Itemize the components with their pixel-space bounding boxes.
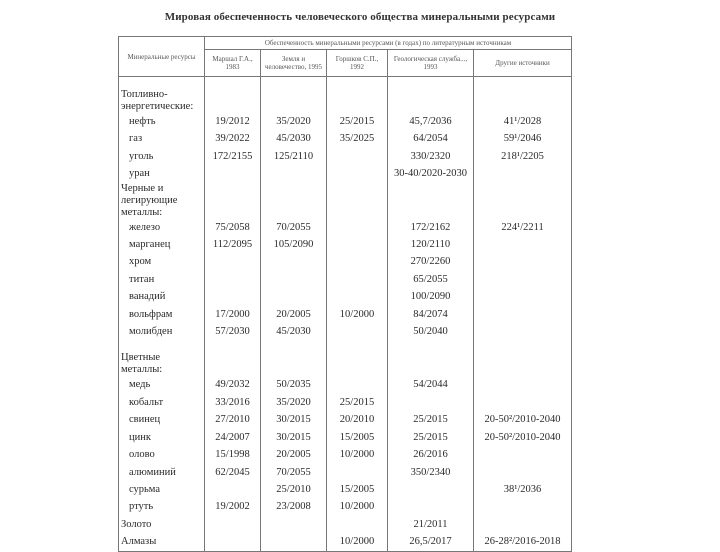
table-row bbox=[119, 253, 572, 270]
table-group-row bbox=[119, 183, 572, 219]
table-cell: 19/2012 bbox=[205, 113, 261, 130]
table-row bbox=[119, 323, 572, 340]
resource-name: ванадий bbox=[119, 288, 205, 305]
table-cell bbox=[474, 306, 572, 323]
empty-cell bbox=[205, 340, 261, 376]
table-cell bbox=[261, 253, 327, 270]
table-cell bbox=[327, 236, 388, 253]
table-cell bbox=[327, 323, 388, 340]
resource-name: алюминий bbox=[119, 464, 205, 481]
table-cell: 75/2058 bbox=[205, 219, 261, 236]
table-cell: 224¹/2211 bbox=[474, 219, 572, 236]
table-cell: 20/2005 bbox=[261, 306, 327, 323]
table-cell: 10/2000 bbox=[327, 533, 388, 551]
table-cell bbox=[474, 498, 572, 515]
empty-cell bbox=[205, 77, 261, 114]
table-cell: 172/2162 bbox=[388, 219, 474, 236]
header-source-2: Земля и человечество, 1995 bbox=[261, 50, 327, 77]
empty-cell bbox=[327, 183, 388, 219]
table-body bbox=[119, 77, 572, 552]
table-row bbox=[119, 481, 572, 498]
resource-name: уран bbox=[119, 165, 205, 182]
table-cell: 330/2320 bbox=[388, 148, 474, 165]
resource-name: сурьма bbox=[119, 481, 205, 498]
resource-name: Золото bbox=[119, 516, 205, 533]
header-source-5: Другие источники bbox=[474, 50, 572, 77]
table-cell: 10/2000 bbox=[327, 498, 388, 515]
table-cell bbox=[261, 533, 327, 551]
resource-table bbox=[118, 36, 572, 552]
table-row bbox=[119, 411, 572, 428]
table-cell: 41¹/2028 bbox=[474, 113, 572, 130]
table-cell bbox=[261, 165, 327, 182]
table-row bbox=[119, 113, 572, 130]
table-row bbox=[119, 236, 572, 253]
table-cell bbox=[388, 394, 474, 411]
table-cell bbox=[474, 376, 572, 393]
empty-cell bbox=[261, 340, 327, 376]
resource-name: газ bbox=[119, 130, 205, 147]
table-cell: 15/2005 bbox=[327, 481, 388, 498]
resource-name: Алмазы bbox=[119, 533, 205, 551]
empty-cell bbox=[388, 340, 474, 376]
table-cell bbox=[261, 288, 327, 305]
table-group-row bbox=[119, 340, 572, 376]
table-cell: 84/2074 bbox=[388, 306, 474, 323]
empty-cell bbox=[388, 183, 474, 219]
header-source-1: Маршал Г.А., 1983 bbox=[205, 50, 261, 77]
table-cell bbox=[205, 253, 261, 270]
header-source-3: Горшков С.П., 1992 bbox=[327, 50, 388, 77]
table-cell: 350/2340 bbox=[388, 464, 474, 481]
table-cell: 21/2011 bbox=[388, 516, 474, 533]
table-cell: 26/2016 bbox=[388, 446, 474, 463]
table-cell: 57/2030 bbox=[205, 323, 261, 340]
table-cell bbox=[205, 533, 261, 551]
group-label: Черные и легирующие металлы: bbox=[119, 183, 205, 219]
table-cell: 100/2090 bbox=[388, 288, 474, 305]
table-cell: 27/2010 bbox=[205, 411, 261, 428]
table-cell bbox=[327, 271, 388, 288]
table-cell bbox=[474, 271, 572, 288]
table-row bbox=[119, 394, 572, 411]
table-cell: 30/2015 bbox=[261, 411, 327, 428]
table-cell: 25/2015 bbox=[388, 411, 474, 428]
table-cell: 26-28²/2016-2018 bbox=[474, 533, 572, 551]
empty-cell bbox=[388, 77, 474, 114]
table-cell: 218¹/2205 bbox=[474, 148, 572, 165]
table-cell: 45,7/2036 bbox=[388, 113, 474, 130]
header-source-4: Геологическая служба..., 1993 bbox=[388, 50, 474, 77]
resource-name: медь bbox=[119, 376, 205, 393]
table-row bbox=[119, 429, 572, 446]
table-cell: 23/2008 bbox=[261, 498, 327, 515]
table-cell bbox=[327, 219, 388, 236]
table-cell: 35/2020 bbox=[261, 394, 327, 411]
resource-name: вольфрам bbox=[119, 306, 205, 323]
table-row bbox=[119, 306, 572, 323]
resource-name: титан bbox=[119, 271, 205, 288]
table-cell: 112/2095 bbox=[205, 236, 261, 253]
table-cell: 125/2110 bbox=[261, 148, 327, 165]
table-cell bbox=[474, 288, 572, 305]
table-cell bbox=[474, 236, 572, 253]
table-cell bbox=[327, 464, 388, 481]
table-cell bbox=[205, 165, 261, 182]
group-label: Цветные металлы: bbox=[119, 340, 205, 376]
table-cell: 50/2040 bbox=[388, 323, 474, 340]
resource-name: свинец bbox=[119, 411, 205, 428]
table-cell: 45/2030 bbox=[261, 130, 327, 147]
table-cell bbox=[327, 253, 388, 270]
table-cell bbox=[261, 516, 327, 533]
table-cell bbox=[205, 516, 261, 533]
table-cell: 172/2155 bbox=[205, 148, 261, 165]
group-label: Топливно-энергетические: bbox=[119, 77, 205, 114]
resource-name: ртуть bbox=[119, 498, 205, 515]
table-cell: 59¹/2046 bbox=[474, 130, 572, 147]
table-cell: 15/1998 bbox=[205, 446, 261, 463]
header-resources: Минеральные ресурсы bbox=[119, 37, 205, 77]
table-row bbox=[119, 516, 572, 533]
table-cell: 35/2025 bbox=[327, 130, 388, 147]
empty-cell bbox=[261, 183, 327, 219]
table-cell: 20-50²/2010-2040 bbox=[474, 411, 572, 428]
table-cell: 38¹/2036 bbox=[474, 481, 572, 498]
table-cell bbox=[388, 498, 474, 515]
resource-name: марганец bbox=[119, 236, 205, 253]
table-cell: 25/2010 bbox=[261, 481, 327, 498]
table-cell bbox=[474, 394, 572, 411]
table-row bbox=[119, 271, 572, 288]
table-cell bbox=[388, 481, 474, 498]
table-cell: 19/2002 bbox=[205, 498, 261, 515]
table-row bbox=[119, 219, 572, 236]
table-cell: 33/2016 bbox=[205, 394, 261, 411]
table-row bbox=[119, 533, 572, 551]
table-cell: 35/2020 bbox=[261, 113, 327, 130]
table-cell: 20/2005 bbox=[261, 446, 327, 463]
table-cell: 270/2260 bbox=[388, 253, 474, 270]
table-cell: 64/2054 bbox=[388, 130, 474, 147]
resource-name: уголь bbox=[119, 148, 205, 165]
table-cell: 20/2010 bbox=[327, 411, 388, 428]
table-cell: 17/2000 bbox=[205, 306, 261, 323]
table-cell: 30/2015 bbox=[261, 429, 327, 446]
table-row bbox=[119, 464, 572, 481]
table-cell: 105/2090 bbox=[261, 236, 327, 253]
table-cell: 24/2007 bbox=[205, 429, 261, 446]
table-cell bbox=[327, 376, 388, 393]
table-cell bbox=[474, 253, 572, 270]
table-cell: 10/2000 bbox=[327, 306, 388, 323]
table-cell bbox=[474, 165, 572, 182]
table-cell: 65/2055 bbox=[388, 271, 474, 288]
header-group: Обеспеченность минеральными ресурсами (в годах) по литературным источникам bbox=[205, 37, 572, 50]
table-cell bbox=[261, 271, 327, 288]
table-cell: 50/2035 bbox=[261, 376, 327, 393]
resource-name: олово bbox=[119, 446, 205, 463]
table-cell: 54/2044 bbox=[388, 376, 474, 393]
table-row bbox=[119, 288, 572, 305]
table-row bbox=[119, 165, 572, 182]
table-cell: 26,5/2017 bbox=[388, 533, 474, 551]
table-cell: 15/2005 bbox=[327, 429, 388, 446]
table-row bbox=[119, 376, 572, 393]
resource-name: кобальт bbox=[119, 394, 205, 411]
resource-name: цинк bbox=[119, 429, 205, 446]
table-cell: 70/2055 bbox=[261, 219, 327, 236]
empty-cell bbox=[205, 183, 261, 219]
table-cell: 25/2015 bbox=[388, 429, 474, 446]
table-cell bbox=[205, 288, 261, 305]
table-cell bbox=[474, 323, 572, 340]
table-title: Мировая обеспеченность человеческого общества минеральными ресурсами bbox=[164, 11, 556, 23]
empty-cell bbox=[261, 77, 327, 114]
table-cell: 120/2110 bbox=[388, 236, 474, 253]
resource-name: хром bbox=[119, 253, 205, 270]
empty-cell bbox=[327, 77, 388, 114]
table-row bbox=[119, 148, 572, 165]
empty-cell bbox=[327, 340, 388, 376]
table-cell bbox=[474, 446, 572, 463]
table-cell: 39/2022 bbox=[205, 130, 261, 147]
resource-name: железо bbox=[119, 219, 205, 236]
table-cell: 20-50²/2010-2040 bbox=[474, 429, 572, 446]
table-cell: 70/2055 bbox=[261, 464, 327, 481]
table-cell: 30-40/2020-2030 bbox=[388, 165, 474, 182]
table-cell: 10/2000 bbox=[327, 446, 388, 463]
empty-cell bbox=[474, 340, 572, 376]
resource-name: нефть bbox=[119, 113, 205, 130]
table-cell: 62/2045 bbox=[205, 464, 261, 481]
table-row bbox=[119, 130, 572, 147]
table-group-row bbox=[119, 77, 572, 114]
empty-cell bbox=[474, 183, 572, 219]
resource-name: молибден bbox=[119, 323, 205, 340]
table-cell: 49/2032 bbox=[205, 376, 261, 393]
table-cell bbox=[474, 516, 572, 533]
table-cell bbox=[327, 165, 388, 182]
table-row bbox=[119, 498, 572, 515]
table-cell bbox=[205, 481, 261, 498]
table-row bbox=[119, 446, 572, 463]
table-cell bbox=[205, 271, 261, 288]
table-cell bbox=[327, 288, 388, 305]
table-cell: 25/2015 bbox=[327, 113, 388, 130]
empty-cell bbox=[474, 77, 572, 114]
table-cell bbox=[327, 516, 388, 533]
table-cell bbox=[327, 148, 388, 165]
table-cell: 25/2015 bbox=[327, 394, 388, 411]
table-cell: 45/2030 bbox=[261, 323, 327, 340]
table-cell bbox=[474, 464, 572, 481]
